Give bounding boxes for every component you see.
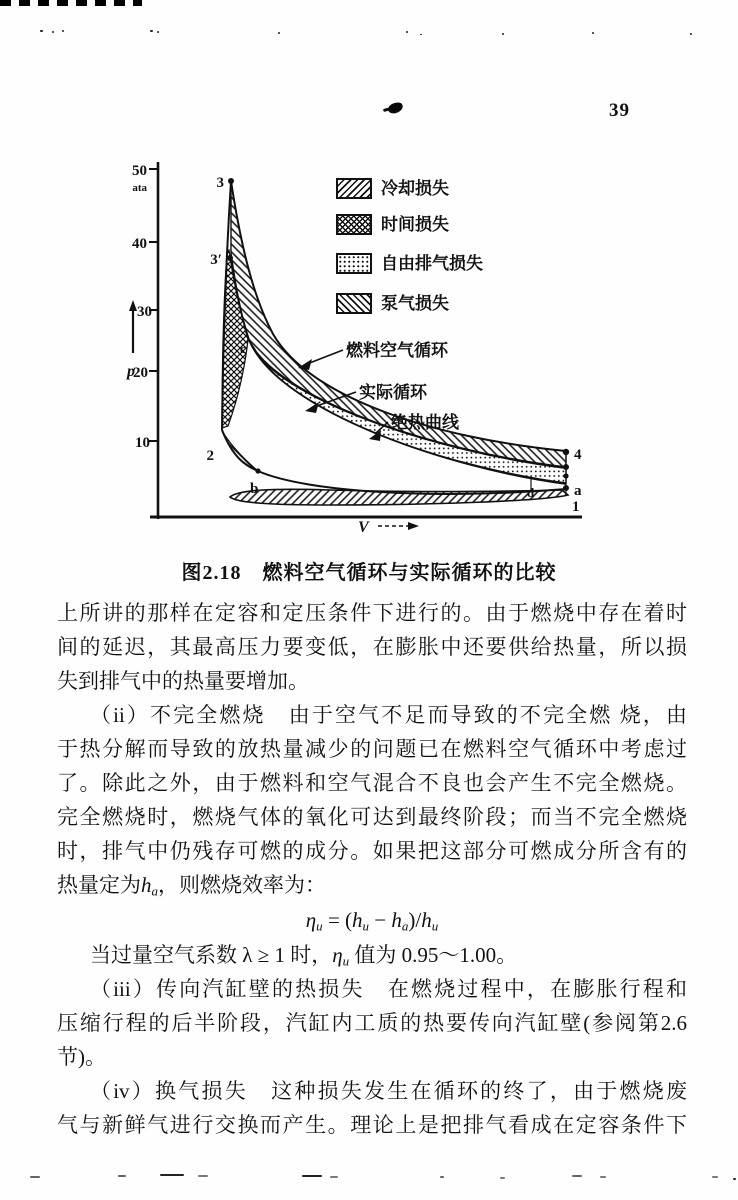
scan-speck (572, 1175, 582, 1177)
free-exhaust-loss-swatch-icon (336, 253, 372, 274)
y-axis-unit: ata (132, 182, 147, 194)
scan-speck (302, 1175, 322, 1177)
scan-speck (502, 33, 504, 35)
v-axis-arrow (378, 522, 419, 530)
text-line: 间的延迟，其最高压力要变低，在膨胀中还要供给热量，所以损 (57, 635, 687, 659)
text-line: 热量定为$h_a$，则燃烧效率为： (57, 873, 327, 899)
x-axis-label: V (358, 519, 369, 536)
y-tick-20: 20 (133, 365, 148, 381)
body-text (57, 596, 687, 1142)
scan-speck (160, 1174, 184, 1176)
pumping-loss-swatch-icon (336, 293, 372, 314)
scan-speck (30, 1176, 40, 1178)
scan-speck (330, 1176, 338, 1178)
text-line: 于热分解而导致的放热量减少的问题已在燃料空气循环中考虑过 (57, 737, 687, 761)
text-line: （iv）换气损失 这种损失发生在循环的终了，由于燃烧废 (90, 1079, 687, 1103)
scan-speck (690, 33, 692, 35)
formula-line: $\eta_u = (h_u - h_a)/h_u$ (305, 908, 439, 934)
cooling-loss-swatch-icon (336, 178, 372, 199)
scan-speck (440, 1176, 444, 1178)
scan-speck (157, 31, 159, 33)
point-label-3p: 3′ (210, 252, 222, 268)
text-line: 时，排气中仍残存可燃的成分。如果把这部分可燃成分所含有的 (57, 839, 687, 863)
text-line: 了。除此之外，由于燃料和空气混合不良也会产生不完全燃烧。 (57, 771, 687, 795)
figure-caption: 图2.18 燃料空气循环与实际循环的比较 (181, 562, 557, 584)
legend-item-free-exhaust-loss (336, 253, 483, 274)
point-label-1: 1 (572, 499, 580, 515)
text-line: 节)。 (57, 1045, 106, 1069)
point-label-2: 2 (206, 448, 214, 464)
time-loss-swatch-icon (336, 214, 372, 235)
scan-speck (278, 32, 280, 34)
scan-speck (600, 1176, 606, 1178)
scan-speck (406, 31, 408, 33)
scan-speck (198, 1175, 208, 1177)
scan-speck (62, 30, 64, 32)
actual-cycle-label: 实际循环 (359, 383, 427, 402)
point-label-b: b (250, 481, 259, 497)
text-line: 失到排气中的热量要增加。 (57, 669, 309, 693)
point-label-d: d (527, 485, 535, 500)
point-label-3: 3 (216, 175, 224, 191)
legend-item-time-loss (336, 214, 483, 235)
scan-speck (420, 34, 422, 35)
legend-item-pumping-loss (336, 293, 483, 314)
p-axis-arrow (129, 300, 137, 353)
legend-label: 泵气损失 (381, 294, 449, 313)
scan-speck (150, 30, 153, 32)
scan-speck (118, 1175, 126, 1177)
text-line: 当过量空气系数 λ ≥ 1 时，$\eta_u$ 值为 0.95～1.00。 (90, 943, 518, 969)
fuel-air-cycle-arrow (298, 350, 343, 370)
legend-label: 时间损失 (381, 215, 449, 234)
scan-artifact-topbar (0, 0, 142, 6)
text-line: 压缩行程的后半阶段，汽缸内工质的热要传向汽缸壁(参阅第2.6 (57, 1011, 687, 1035)
scan-speck (52, 31, 54, 33)
fuel-air-cycle-label: 燃料空气循环 (346, 341, 448, 360)
legend-label: 冷却损失 (381, 179, 449, 198)
point-label-c: c (240, 341, 246, 356)
y-tick-10: 10 (135, 435, 150, 451)
legend-item-cooling-loss (336, 178, 483, 199)
compression-loss-sliver (222, 430, 258, 471)
scan-speck (500, 1177, 505, 1179)
point-label-a: a (574, 483, 582, 499)
y-tick-30: 30 (137, 304, 152, 320)
scan-speck (40, 30, 43, 32)
y-axis-label: p (127, 363, 135, 380)
figure-legend (336, 178, 483, 314)
legend-label: 自由排气损失 (381, 254, 483, 273)
scan-speck (712, 1176, 718, 1178)
y-tick-50: 50 (132, 163, 147, 179)
text-line: 气与新鲜气进行交换而产生。理论上是把排气看成在定容条件下 (57, 1113, 687, 1137)
text-line: （iii）传向汽缸壁的热损失 在燃烧过程中，在膨胀行程和 (90, 977, 687, 1001)
y-tick-40: 40 (132, 236, 147, 252)
text-line: （ii）不完全燃烧 由于空气不足而导致的不完全燃 烧，由 (90, 703, 687, 727)
point-label-4: 4 (574, 447, 582, 463)
scan-ink-blob (387, 101, 404, 114)
page-number: 39 (609, 100, 630, 121)
text-line: 完全燃烧时，燃烧气体的氧化可达到最终阶段；而当不完全燃烧 (57, 805, 687, 829)
text-line: 上所讲的那样在定容和定压条件下进行的。由于燃烧中存在着时 (57, 601, 687, 625)
scan-speck (592, 32, 594, 34)
scan-speck (733, 1178, 736, 1180)
adiabatic-curve-label: 绝热曲线 (391, 413, 459, 432)
